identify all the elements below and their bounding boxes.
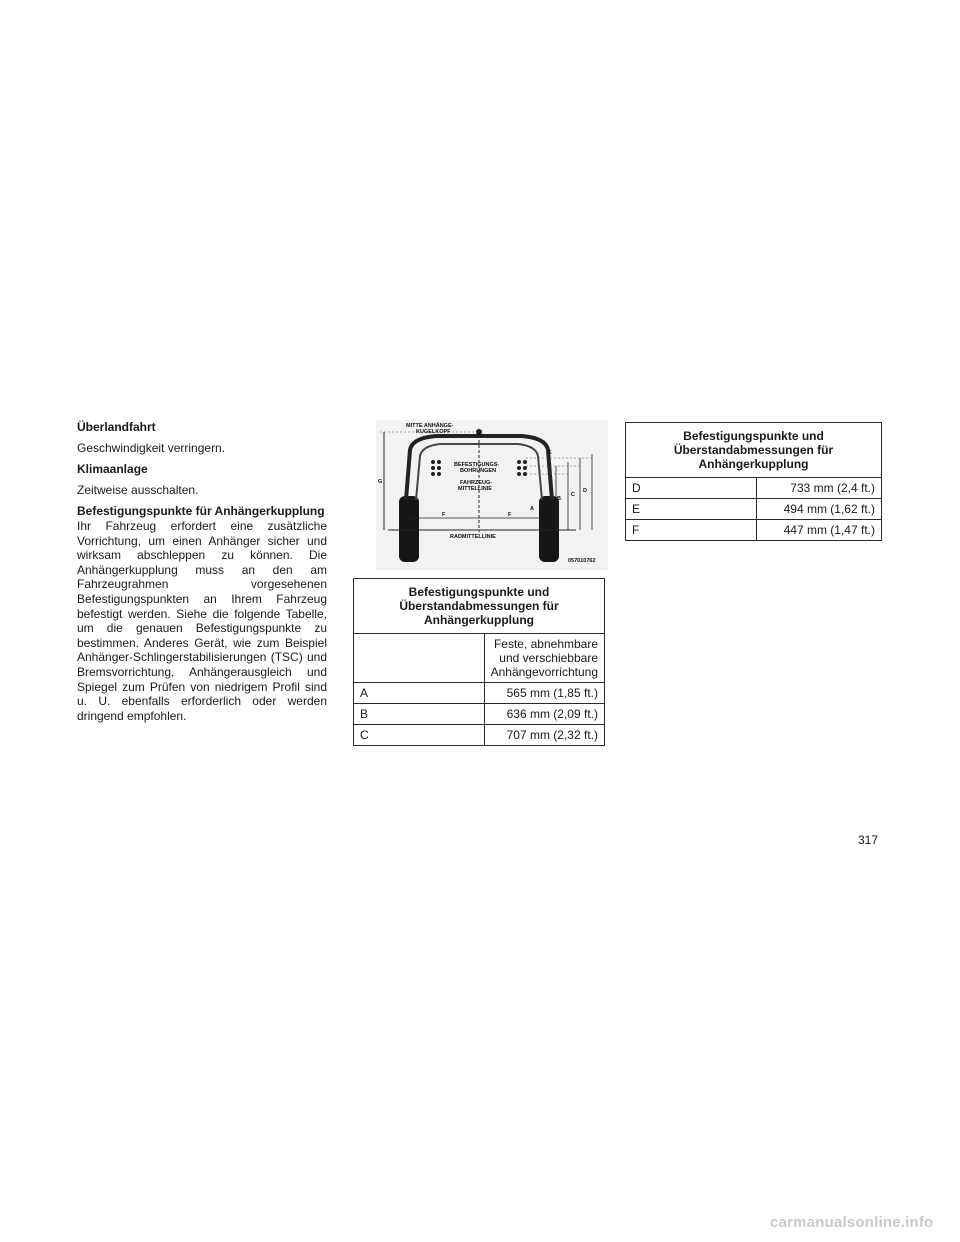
table-row (354, 725, 605, 746)
row-label: D (626, 478, 757, 499)
row-label: F (626, 520, 757, 541)
page-number: 317 (858, 833, 879, 847)
dim-label-c: C (571, 492, 575, 498)
row-value: 447 mm (1,47 ft.) (757, 520, 882, 541)
label-wheel-line: RADMITTELLINIE (450, 534, 496, 540)
table2-header: Befestigungspunkte und Überstandabmessungen für Anhängerkupplung (626, 423, 882, 478)
row-label: A (354, 683, 485, 704)
text-overland: Geschwindigkeit verringern. (77, 440, 226, 455)
dim-label-f1: F (442, 512, 446, 518)
hitch-diagram (376, 420, 608, 570)
label-holes-line1: BEFESTIGUNGS- (454, 462, 500, 468)
label-center-line2: MITTELLINIE (458, 486, 492, 492)
label-part-code: 057010762 (568, 558, 596, 564)
label-center-line1: FAHRZEUG- (460, 480, 493, 486)
table1-header: Befestigungspunkte und Überstandabmessungen für Anhängerkupplung (354, 579, 605, 634)
heading-mounting-points: Befestigungspunkte für Anhängerkupplung (77, 504, 325, 519)
table-row (354, 683, 605, 704)
dim-label-d: D (583, 488, 587, 494)
table-row (626, 520, 882, 541)
label-ball-line1: MITTE ANHÄNGE- (406, 423, 454, 429)
heading-overland: Überlandfahrt (77, 420, 156, 434)
spec-table-def (625, 422, 882, 541)
table1-subheader: Feste, abnehmbare und verschiebbare Anhängevorrichtung (484, 634, 604, 683)
table-row (354, 704, 605, 725)
table-row (626, 478, 882, 499)
table1-sub-empty (354, 634, 485, 683)
row-label: C (354, 725, 485, 746)
table-row (626, 499, 882, 520)
dim-label-f2: F (508, 512, 512, 518)
left-column (77, 420, 327, 723)
watermark: carmanualsonline.info (770, 1214, 934, 1231)
row-value: 707 mm (2,32 ft.) (484, 725, 604, 746)
dim-label-g: G (378, 479, 383, 485)
label-ball-line2: KUGELKOPF (416, 429, 451, 435)
row-label: B (354, 704, 485, 725)
label-holes-line2: BOHRUNGEN (460, 468, 497, 474)
row-label: E (626, 499, 757, 520)
text-aircon: Zeitweise ausschalten. (77, 482, 199, 497)
dim-label-a: A (530, 506, 534, 512)
dim-label-b: B (557, 496, 561, 502)
row-value: 494 mm (1,62 ft.) (757, 499, 882, 520)
text-mounting-points: Ihr Fahrzeug erfordert eine zusätzliche Vorrichtung, um einen Anhänger sicher und wirksam abschleppen zu können. Die Anhängerkupplung muss an den am Fahrzeugrahmen vorgesehenen Befestigungspunkten an Ihrem Fahrzeug befestigt werden. Siehe die folgende Tabelle, um die genauen Befestigungspunkte zu bestimmen. Anderes Gerät, wie zum Beispiel Anhänger-Schlingerstabilisierungen (TSC) und Bremsvorrichtung, Anhängerausgleich und Spiegel zum Prüfen von niedrigem Profil sind u. U. ebenfalls erforderlich oder werden dringend empfohlen. (77, 518, 327, 723)
dim-label-e: E (548, 450, 552, 456)
spec-table-abc (353, 578, 605, 746)
row-value: 565 mm (1,85 ft.) (484, 683, 604, 704)
row-value: 636 mm (2,09 ft.) (484, 704, 604, 725)
row-value: 733 mm (2,4 ft.) (757, 478, 882, 499)
heading-aircon: Klimaanlage (77, 462, 148, 477)
left-tire (399, 496, 419, 562)
